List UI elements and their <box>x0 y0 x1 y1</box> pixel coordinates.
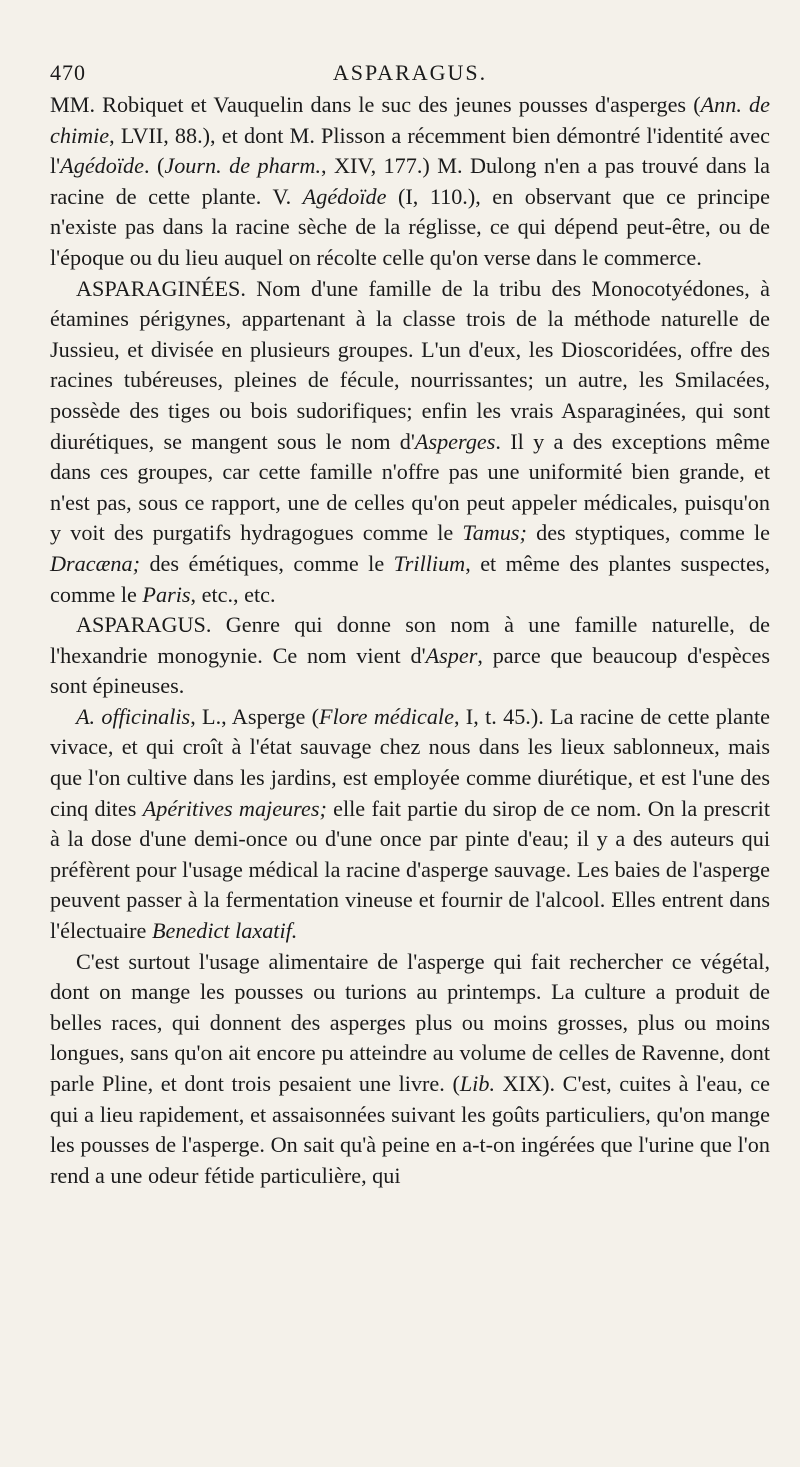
running-header <box>50 52 770 90</box>
text-run: MM. Robiquet et Vauquelin dans le suc des jeunes pousses d'asperges ( <box>50 92 701 117</box>
italic-text: Ann. de chimie <box>50 92 770 148</box>
italic-text: Agédoïde <box>60 153 144 179</box>
body-text <box>50 90 770 1191</box>
text-run: , XIV, 177.) M. Dulong n'en a pas trouvé dans la racine de cette plante. V. <box>50 153 771 209</box>
text-run: , LVII, 88.), et dont M. Plisson a récemment bien démontré l'identité avec l' <box>50 122 770 179</box>
text-run: , L., Asperge ( <box>190 703 320 729</box>
italic-text: Benedict laxatif. <box>151 918 298 944</box>
page-number: 470 <box>50 60 86 85</box>
paragraph <box>50 610 770 702</box>
italic-text: Flore médicale <box>319 703 454 729</box>
text-run: XIX). C'est, cuites à l'eau, ce qui a lieu rapidement, et assaisonnées suivant les goûts particuliers, qu'on mange les pousses de l'asperge. On sait qu'à peine en a-t-on ingérées que l'urine que l'on rend a une odeur fétide particulière, qui <box>50 1071 770 1188</box>
italic-text: Asperges <box>414 428 496 454</box>
paragraph <box>50 90 770 274</box>
text-run: . Il y a des exceptions même dans ces groupes, car cette famille n'offre pas une uniformité bien grande, et n'est pas, sous ce rapport, une de celles qu'on peut appeler médicales, puisqu'on y voit des purgatifs hydragogues comme le <box>50 428 770 546</box>
text-run: , et même des plantes suspectes, comme le <box>50 550 770 607</box>
text-run: ASPARAGINÉES. <box>76 275 246 301</box>
italic-text: Tamus; <box>462 520 527 546</box>
text-run: Genre qui donne son nom à une famille naturelle, de l'hexandrie monogynie. Ce nom vient d' <box>50 612 770 668</box>
italic-text: A. officinalis <box>76 703 191 729</box>
italic-text: Dracæna; <box>50 550 140 576</box>
paragraph <box>50 702 770 947</box>
italic-text: Apéritives majeures; <box>142 795 327 821</box>
text-run: , I, t. 45.). La racine de cette plante vivace, et qui croît à l'état sauvage chez nous dans les lieux sablonneux, mais que l'on cultive dans les jardins, est employée comme diurétique, et est l'une des cinq dites <box>50 703 771 821</box>
text-run: . ( <box>143 153 165 179</box>
italic-text: Trillium <box>393 550 466 576</box>
text-run: Nom d'une famille de la tribu des Monocotyédones, à étamines périgynes, appartenant à la classe trois de la méthode naturelle de Jussieu, et divisée en plusieurs groupes. L'un d'eux, les Dioscoridées, offre des racines tubéreuses, pleines de fécule, nourrissantes; un autre, les Smilacées, possède des tiges ou bois sudorifiques; enfin les vrais Asparaginées, qui sont diurétiques, se mangent sous le nom d' <box>50 275 770 454</box>
paragraph <box>50 274 770 611</box>
running-title: ASPARAGUS. <box>332 60 488 85</box>
italic-text: Lib. <box>459 1071 495 1096</box>
italic-text: Journ. de pharm. <box>164 153 321 179</box>
italic-text: Paris <box>142 581 191 607</box>
text-run: , etc., etc. <box>190 581 276 607</box>
italic-text: Asper <box>425 642 478 668</box>
italic-text: Agédoïde <box>302 183 387 209</box>
paragraph <box>50 947 770 1192</box>
text-run: ASPARAGUS. <box>76 612 212 638</box>
text-run: des styptiques, comme le <box>526 520 770 546</box>
text-run: des émétiques, comme le <box>139 550 394 576</box>
text-run: , parce que beaucoup d'espèces sont épineuses. <box>50 642 771 699</box>
text-run: (I, 110.), en observant que ce principe n'existe pas dans la racine sèche de la réglisse, ce qui dépend peut-être, ou de l'époque ou du lieu auquel on récolte celle qu'on verse dans le commerce. <box>50 183 770 270</box>
text-run: C'est surtout l'usage alimentaire de l'asperge qui fait rechercher ce végétal, dont on mange les pousses ou turions au printemps. La culture a produit de belles races, qui donnent des asperges plus ou moins grosses, plus ou moins longues, sans qu'on ait encore pu atteindre au volume de celles de Ravenne, dont parle Pline, et dont trois pesaient une livre. ( <box>50 948 770 1096</box>
text-run: elle fait partie du sirop de ce nom. On la prescrit à la dose d'une demi-once ou d'une once par pinte d'eau; il y a des auteurs qui préfèrent pour l'usage médical la racine d'asperge sauvage. Les baies de l'asperge peuvent passer à la fermentation vineuse et fournir de l'alcool. Elles entrent dans l'électuaire <box>50 795 770 944</box>
